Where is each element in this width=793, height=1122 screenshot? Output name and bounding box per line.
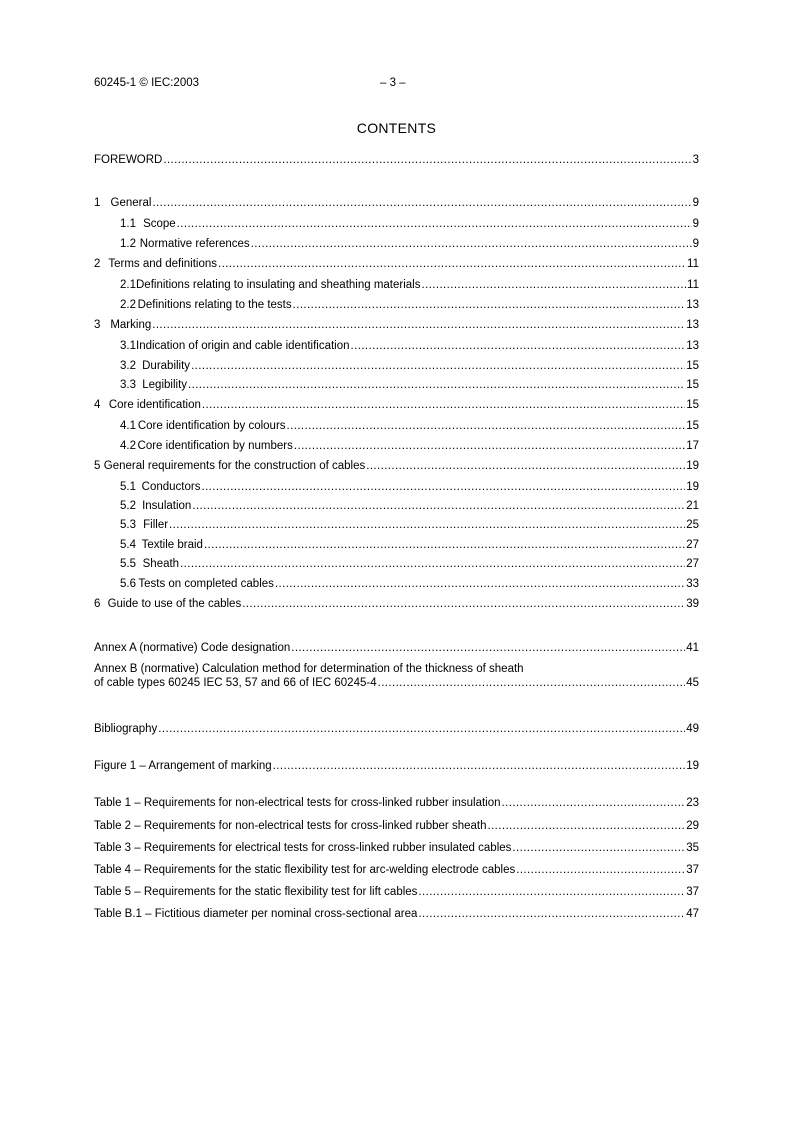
dot-leader	[242, 596, 685, 612]
toc-entry-section-1[interactable]	[94, 195, 699, 211]
toc-entry-section-5-1[interactable]	[120, 479, 699, 495]
toc-entry-page: 37	[686, 864, 699, 876]
toc-entry-label: Textile braid	[141, 539, 203, 551]
toc-entry-page: 33	[686, 578, 699, 590]
toc-entry-section-1-2[interactable]	[120, 236, 699, 252]
toc-entry-label: Sheath	[142, 558, 180, 570]
toc-entry-page: 15	[686, 420, 699, 432]
dot-leader	[201, 479, 685, 495]
toc-entry-page: 13	[686, 299, 699, 311]
toc-entry-number: 1.1	[120, 218, 136, 230]
toc-entry-page: 21	[686, 500, 699, 512]
toc-entry-label: Table B.1 – Fictitious diameter per nominal cross-sectional area	[94, 908, 418, 920]
toc-entry-page: 11	[687, 258, 699, 270]
toc-entry-label: Definitions relating to the tests	[137, 299, 292, 311]
dot-leader	[291, 640, 685, 656]
toc-entry-section-3[interactable]	[94, 317, 699, 333]
toc-entry-page: 47	[686, 908, 699, 920]
toc-entry-label: Table 1 – Requirements for non-electrical tests for cross-linked rubber insulation	[94, 797, 501, 809]
toc-entry-label: Annex B (normative) Calculation method for determination of the thickness of sheath	[94, 663, 524, 675]
toc-entry-number: 3.1	[120, 340, 136, 352]
toc-entry-number: 2.2	[120, 299, 136, 311]
toc-entry-table-2[interactable]	[94, 818, 699, 834]
toc-entry-page: 29	[686, 820, 699, 832]
toc-entry-number: 4	[94, 399, 101, 411]
toc-entry-label: General requirements for the construction of cables	[103, 460, 366, 472]
toc-entry-number: 6	[94, 598, 101, 610]
toc-entry-page: 9	[692, 238, 699, 250]
toc-entry-label: Figure 1 – Arrangement of marking	[94, 760, 272, 772]
toc-entry-number: 2	[94, 258, 101, 270]
toc-entry-label: Marking	[110, 319, 152, 331]
toc-entry-section-2-2[interactable]	[120, 297, 699, 313]
toc-entry-page: 25	[686, 519, 699, 531]
dot-leader	[502, 795, 686, 811]
toc-entry-number: 5.5	[120, 558, 136, 570]
toc-entry-number: 1.2	[120, 238, 136, 250]
toc-entry-section-5[interactable]	[94, 458, 699, 474]
toc-entry-page: 15	[686, 399, 699, 411]
toc-entry-annex-a[interactable]	[94, 640, 699, 656]
toc-entry-figure-1[interactable]	[94, 758, 699, 774]
toc-entry-section-3-1[interactable]	[120, 338, 699, 354]
toc-entry-foreword[interactable]	[94, 152, 699, 168]
toc-entry-label-continued: of cable types 60245 IEC 53, 57 and 66 of IEC 60245-4	[94, 677, 377, 689]
toc-entry-section-5-3[interactable]	[120, 517, 699, 533]
dot-leader	[152, 195, 691, 211]
dot-leader	[192, 498, 685, 514]
toc-entry-label: Normative references	[139, 238, 250, 250]
toc-entry-page: 15	[686, 360, 699, 372]
toc-entry-section-4[interactable]	[94, 397, 699, 413]
toc-entry-page: 11	[687, 279, 699, 291]
toc-entry-page: 17	[686, 440, 699, 452]
toc-entry-table-b-1[interactable]	[94, 906, 699, 922]
toc-entry-page: 27	[686, 539, 699, 551]
toc-entry-label: Guide to use of the cables	[107, 598, 242, 610]
dot-leader	[516, 862, 685, 878]
dot-leader	[378, 676, 686, 690]
toc-entry-number: 4.2	[120, 440, 136, 452]
toc-entry-label: Durability	[142, 360, 191, 372]
toc-entry-page: 23	[686, 797, 699, 809]
toc-entry-label: Core identification by colours	[137, 420, 286, 432]
toc-entry-number: 3.2	[120, 360, 136, 372]
toc-entry-page: 27	[686, 558, 699, 570]
toc-entry-label: Indication of origin and cable identification	[136, 340, 350, 352]
toc-entry-section-5-5[interactable]	[120, 556, 699, 572]
toc-entry-label: Table 2 – Requirements for non-electrical tests for cross-linked rubber sheath	[94, 820, 487, 832]
dot-leader	[188, 377, 685, 393]
dot-leader	[152, 317, 685, 333]
toc-entry-table-4[interactable]	[94, 862, 699, 878]
toc-entry-label: FOREWORD	[94, 154, 163, 166]
toc-entry-label: General	[110, 197, 152, 209]
dot-leader	[251, 236, 692, 252]
dot-leader	[169, 517, 685, 533]
toc-entry-label: Insulation	[142, 500, 192, 512]
toc-entry-section-6[interactable]	[94, 596, 699, 612]
dot-leader	[180, 556, 685, 572]
toc-entry-number: 5.6	[120, 578, 136, 590]
toc-entry-section-4-1[interactable]	[120, 418, 699, 434]
dot-leader	[418, 884, 685, 900]
toc-entry-number: 4.1	[120, 420, 136, 432]
toc-entry-page: 37	[686, 886, 699, 898]
toc-entry-section-5-6[interactable]	[120, 576, 699, 592]
toc-entry-page: 19	[686, 481, 699, 493]
toc-entry-label: Bibliography	[94, 723, 158, 735]
toc-entry-page: 19	[686, 760, 699, 772]
toc-entry-label: Conductors	[141, 481, 201, 493]
toc-entry-label: Table 5 – Requirements for the static flexibility test for lift cables	[94, 886, 418, 898]
dot-leader	[177, 216, 692, 232]
toc-entry-number: 5	[94, 460, 101, 472]
dot-leader	[218, 256, 686, 272]
dot-leader	[163, 152, 691, 168]
toc-entry-section-2[interactable]	[94, 256, 699, 272]
toc-entry-number: 3	[94, 319, 101, 331]
dot-leader	[275, 576, 685, 592]
toc-entry-table-3[interactable]	[94, 840, 699, 856]
toc-entry-number: 1	[94, 197, 101, 209]
dot-leader	[512, 840, 685, 856]
toc-entry-table-5[interactable]	[94, 884, 699, 900]
toc-entry-label: Scope	[143, 218, 176, 230]
dot-leader	[366, 458, 685, 474]
toc-entry-page: 3	[692, 154, 699, 166]
dot-leader	[421, 277, 686, 293]
toc-entry-section-3-3[interactable]	[120, 377, 699, 393]
toc-entry-page: 19	[686, 460, 699, 472]
document-reference: 60245-1 © IEC:2003	[94, 77, 200, 89]
toc-entry-number: 5.2	[120, 500, 136, 512]
toc-entry-label: Table 3 – Requirements for electrical tests for cross-linked rubber insulated cables	[94, 842, 512, 854]
toc-entry-page: 49	[686, 723, 699, 735]
toc-entry-section-5-2[interactable]	[120, 498, 699, 514]
toc-entry-section-1-1[interactable]	[120, 216, 699, 232]
toc-entry-label: Definitions relating to insulating and sheathing materials	[136, 279, 421, 291]
toc-entry-page: 9	[692, 197, 699, 209]
toc-entry-number: 5.1	[120, 481, 136, 493]
dot-leader	[191, 358, 685, 374]
toc-entry-page: 15	[686, 379, 699, 391]
toc-entry-page: 41	[686, 642, 699, 654]
dot-leader	[293, 297, 686, 313]
toc-entry-section-2-1[interactable]	[120, 277, 699, 293]
toc-entry-annex-b[interactable]	[94, 662, 699, 690]
page-title: CONTENTS	[356, 120, 437, 136]
toc-entry-number: 3.3	[120, 379, 136, 391]
toc-entry-number: 2.1	[120, 279, 136, 291]
toc-entry-label: Annex A (normative) Code designation	[94, 642, 291, 654]
dot-leader	[273, 758, 686, 774]
toc-entry-label: Terms and definitions	[108, 258, 218, 270]
toc-entry-page: 35	[686, 842, 699, 854]
toc-entry-bibliography[interactable]	[94, 721, 699, 737]
dot-leader	[487, 818, 685, 834]
toc-entry-page: 13	[686, 340, 699, 352]
toc-entry-label: Core identification by numbers	[137, 440, 293, 452]
toc-entry-label: Tests on completed cables	[138, 578, 274, 590]
toc-entry-label: Legibility	[142, 379, 188, 391]
toc-entry-table-1[interactable]	[94, 795, 699, 811]
toc-entry-number: 5.3	[120, 519, 136, 531]
dot-leader	[202, 397, 685, 413]
dot-leader	[294, 438, 685, 454]
toc-entry-section-5-4[interactable]	[120, 537, 699, 553]
toc-entry-page: 9	[692, 218, 699, 230]
toc-entry-section-4-2[interactable]	[120, 438, 699, 454]
dot-leader	[351, 338, 686, 354]
toc-entry-page: 13	[686, 319, 699, 331]
dot-leader	[204, 537, 685, 553]
dot-leader	[287, 418, 686, 434]
toc-entry-page: 39	[686, 598, 699, 610]
page-number: – 3 –	[380, 77, 406, 89]
dot-leader	[158, 721, 685, 737]
page-header	[94, 77, 699, 93]
dot-leader	[418, 906, 685, 922]
toc-entry-section-3-2[interactable]	[120, 358, 699, 374]
toc-entry-label: Filler	[143, 519, 169, 531]
toc-entry-label: Core identification	[108, 399, 201, 411]
toc-entry-label: Table 4 – Requirements for the static flexibility test for arc-welding electrode cables	[94, 864, 516, 876]
toc-entry-page: 45	[686, 677, 699, 689]
toc-entry-number: 5.4	[120, 539, 136, 551]
